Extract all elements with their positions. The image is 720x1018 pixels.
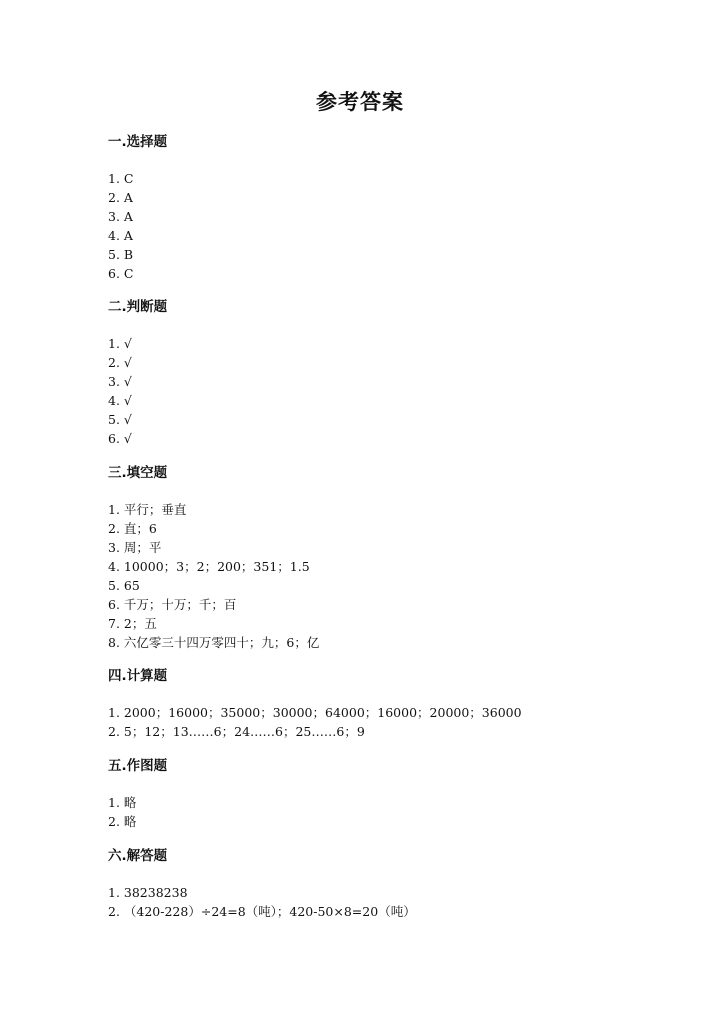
answer-item: 3. √ — [108, 374, 132, 389]
answer-item: 3. 周；平 — [108, 540, 162, 555]
answer-list — [108, 169, 668, 283]
section-true-false — [108, 298, 668, 448]
section-drawing — [108, 757, 668, 831]
answer-item: 2. 5；12；13……6；24……6；25……6；9 — [108, 724, 365, 739]
section-heading: 六.解答题 — [108, 848, 168, 864]
answer-item: 6. C — [108, 266, 134, 281]
answer-item: 6. √ — [108, 431, 132, 446]
answer-item: 4. A — [108, 228, 133, 243]
answer-item: 1. √ — [108, 336, 132, 351]
answer-item: 1. 略 — [108, 795, 137, 810]
answer-item: 5. √ — [108, 412, 132, 427]
page-title: 参考答案 — [316, 90, 404, 114]
section-fill-in-blank — [108, 464, 668, 652]
section-heading: 三.填空题 — [108, 465, 168, 481]
section-heading: 五.作图题 — [108, 758, 168, 774]
answer-item: 3. A — [108, 209, 133, 224]
answer-item: 2. 略 — [108, 814, 137, 829]
answer-item: 1. 2000；16000；35000；30000；64000；16000；20000；36000 — [108, 705, 522, 720]
section-heading: 一.选择题 — [108, 134, 168, 150]
answer-list — [108, 334, 668, 448]
answer-item: 8. 六亿零三十四万零四十；九；6；亿 — [108, 635, 320, 650]
answer-item: 2. √ — [108, 355, 132, 370]
answer-item: 2. （420-228）÷24=8（吨）；420-50×8=20（吨） — [108, 904, 416, 919]
answer-list — [108, 793, 668, 831]
section-multiple-choice — [108, 133, 668, 283]
answer-item: 1. C — [108, 171, 134, 186]
answer-list — [108, 500, 668, 652]
answer-item: 7. 2；五 — [108, 616, 157, 631]
answer-item: 5. 65 — [108, 578, 140, 593]
answer-item: 1. 38238238 — [108, 885, 188, 900]
answer-item: 4. 10000；3；2；200；351；1.5 — [108, 559, 310, 574]
answer-item: 4. √ — [108, 393, 132, 408]
answer-item: 2. A — [108, 190, 133, 205]
answer-list — [108, 883, 668, 921]
answer-item: 2. 直；6 — [108, 521, 157, 536]
answer-item: 6. 千万；十万；千；百 — [108, 597, 237, 612]
answer-list — [108, 703, 668, 741]
section-heading: 四.计算题 — [108, 668, 168, 684]
answer-item: 1. 平行；垂直 — [108, 502, 187, 517]
answer-item: 5. B — [108, 247, 134, 262]
section-calculation — [108, 667, 668, 741]
section-word-problems — [108, 847, 668, 921]
section-heading: 二.判断题 — [108, 299, 168, 315]
